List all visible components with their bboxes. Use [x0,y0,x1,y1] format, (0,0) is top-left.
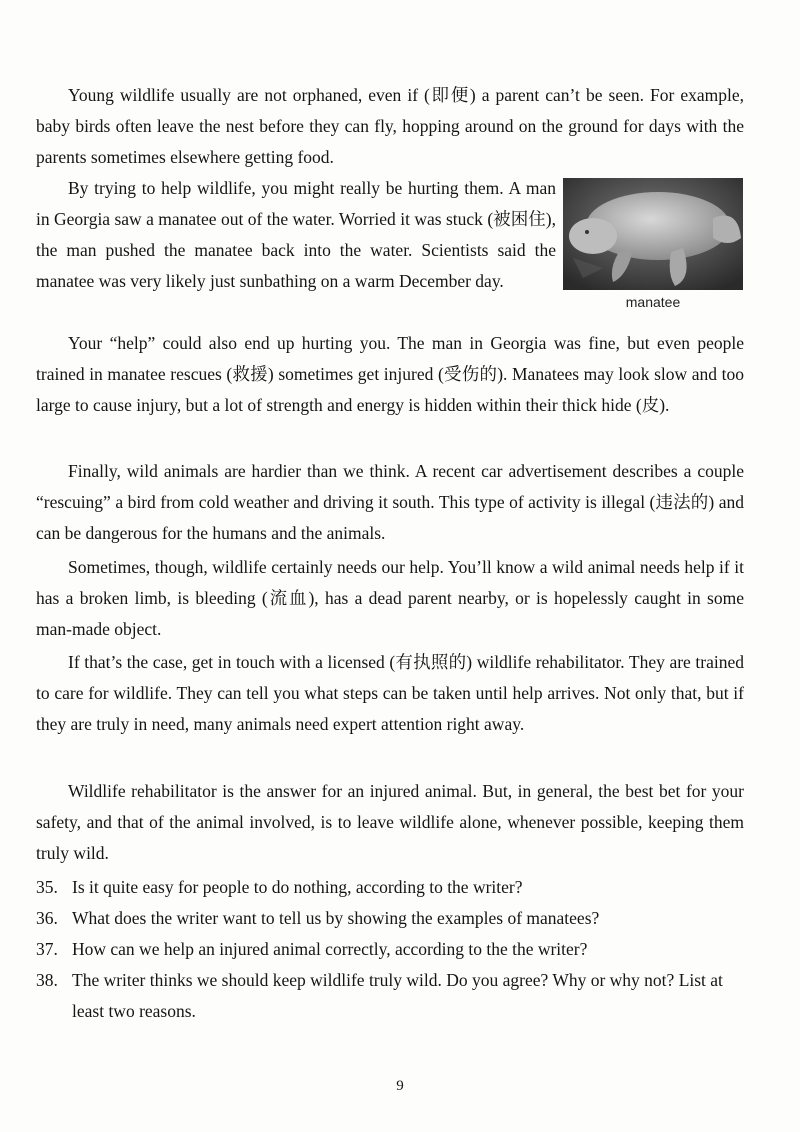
paragraph-5: Sometimes, though, wildlife certainly needs our help. You’ll know a wild animal needs help if it has a broken limb, is bleeding (流血), has a dead parent nearby, or is hopelessly caught in some man-made object. [36,557,744,639]
manatee-photo [563,178,743,290]
question-number: 37. [36,939,58,959]
paragraph-7: Wildlife rehabilitator is the answer for an injured animal. But, in general, the best bet for your safety, and that of the animal involved, is to leave wildlife alone, whenever possible, keeping them truly wild. [36,781,744,863]
question-text: Is it quite easy for people to do nothing, according to the writer? [72,877,523,897]
figure-caption: manatee [625,294,681,310]
question-item [36,903,756,934]
page-number: 9 [396,1078,404,1094]
manatee-figure [563,178,743,310]
question-text: What does the writer want to tell us by showing the examples of manatees? [72,908,600,928]
question-text: How can we help an injured animal correctly, according to the the writer? [72,939,588,959]
question-number: 35. [36,877,58,897]
paragraph-6: If that’s the case, get in touch with a licensed (有执照的) wildlife rehabilitator. They are trained to care for wildlife. They can tell you what steps can be taken until help arrives. Not only that, but if they are truly in need, many animals need expert attention right away. [36,652,744,734]
paragraph-2: By trying to help wildlife, you might really be hurting them. A man in Georgia saw a manatee out of the water. Worried it was stuck (被困住), the man pushed the manatee back into the water. Scientists said the manatee was very likely just sunbathing on a warm December day. [36,178,556,291]
question-list [36,872,756,1027]
question-text: The writer thinks we should keep wildlife truly wild. Do you agree? Why or why not? List at least two reasons. [72,970,723,1021]
question-item [36,872,756,903]
paragraph-3: Your “help” could also end up hurting you. The man in Georgia was fine, but even people trained in manatee rescues (救援) sometimes get injured (受伤的). Manatees may look slow and too large to cause injury, but a lot of strength and energy is hidden within their thick hide (皮). [36,333,744,415]
question-item [36,934,756,965]
question-number: 38. [36,970,58,990]
paragraph-4: Finally, wild animals are hardier than we think. A recent car advertisement describes a couple “rescuing” a bird from cold weather and driving it south. This type of activity is illegal (违法的) and can be dangerous for the humans and the animals. [36,461,744,543]
question-item [36,965,756,1027]
question-number: 36. [36,908,58,928]
paragraph-1: Young wildlife usually are not orphaned, even if (即便) a parent can’t be seen. For example, baby birds often leave the nest before they can fly, hopping around on the ground for days with the parents sometimes elsewhere getting food. [36,85,744,167]
